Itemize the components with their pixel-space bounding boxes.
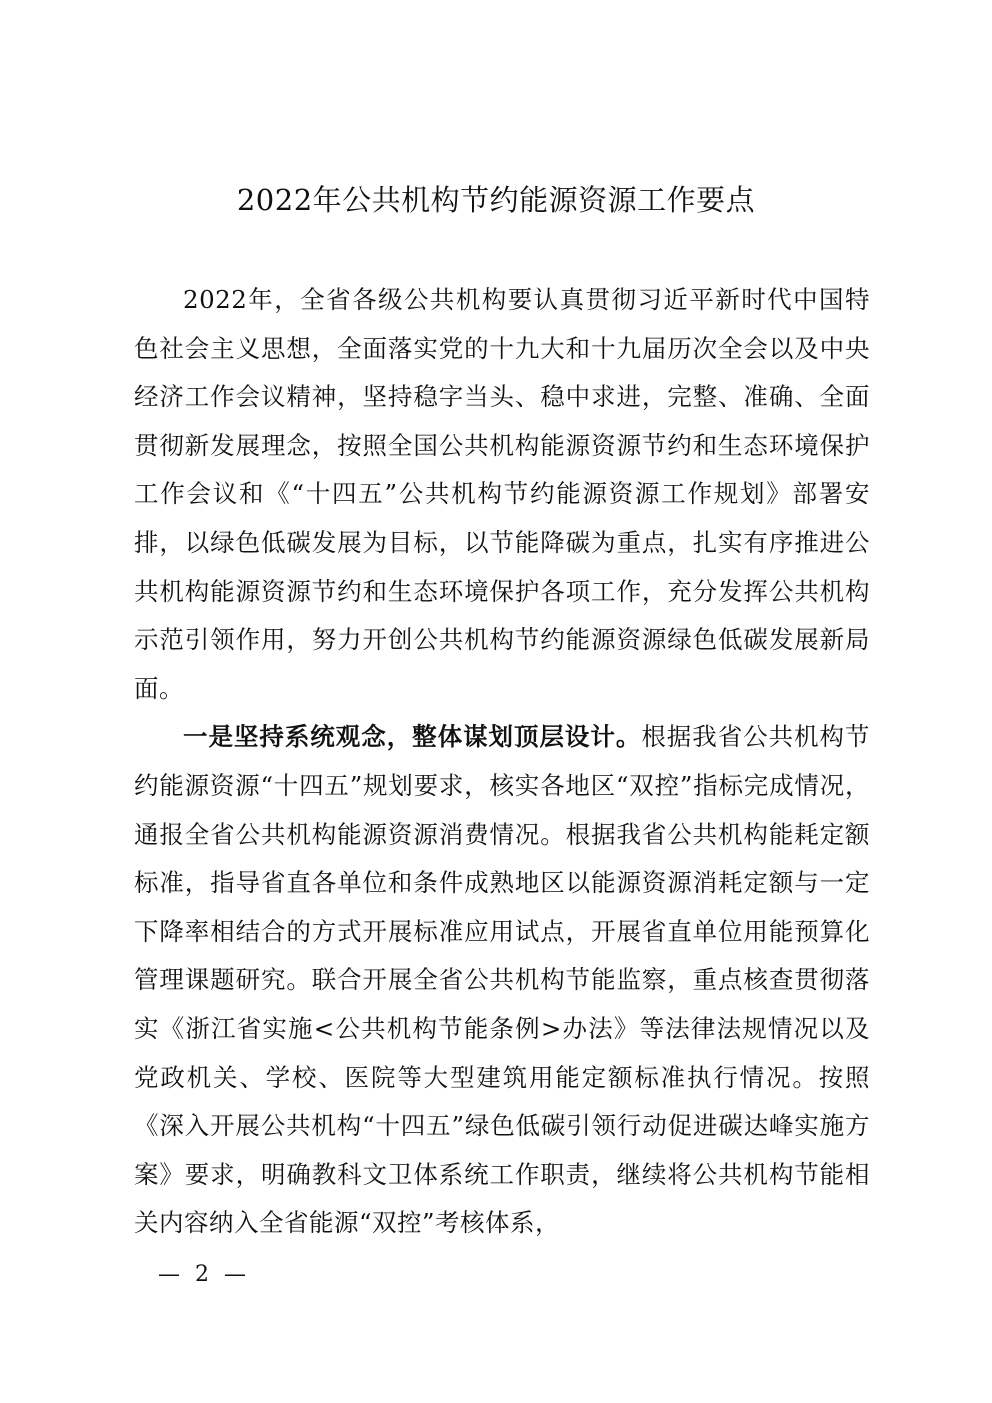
paragraph-text: 根据我省公共机构节约能源资源“十四五”规划要求，核实各地区“双控”指标完成情况，通报全省公共机构能源资源消费情况。根据我省公共机构能耗定额标准，指导省直各单位和条件成熟地区以能源资源消耗定额与一定下降率相结合的方式开展标准应用试点，开展省直单位用能预算化管理课题研究。联合开展全省公共机构节能监察，重点核查贯彻落实《浙江省实施<公共机构节能条例>办法》等法律法规情况以及党政机关、学校、医院等大型建筑用能定额标准执行情况。按照《深入开展公共机构“十四五”绿色低碳引领行动促进碳达峰实施方案》要求，明确教科文卫体系统工作职责，继续将公共机构节能相关内容纳入全省能源“双控”考核体系， (134, 722, 871, 1238)
document-title: 2022年公共机构节约能源资源工作要点 (236, 183, 756, 217)
paragraph-text: 2022年，全省各级公共机构要认真贯彻习近平新时代中国特色社会主义思想，全面落实党的十九大和十九届历次全会以及中央经济工作会议精神，坚持稳字当头、稳中求进，完整、准确、全面贯彻新发展理念，按照全国公共机构能源资源节约和生态环境保护工作会议和《“十四五”公共机构节约能源资源工作规划》部署安排，以绿色低碳发展为目标，以节能降碳为重点，扎实有序推进公共机构能源资源节约和生态环境保护各项工作，充分发挥公共机构示范引领作用，努力开创公共机构节约能源资源绿色低碳发展新局面。 (134, 285, 870, 703)
document-body (134, 276, 870, 1248)
paragraph-intro (134, 276, 870, 713)
paragraph-lead: 一是坚持系统观念，整体谋划顶层设计。 (183, 722, 642, 752)
paragraph-point-one (134, 713, 870, 1248)
page-number: — 2 — (158, 1262, 250, 1287)
